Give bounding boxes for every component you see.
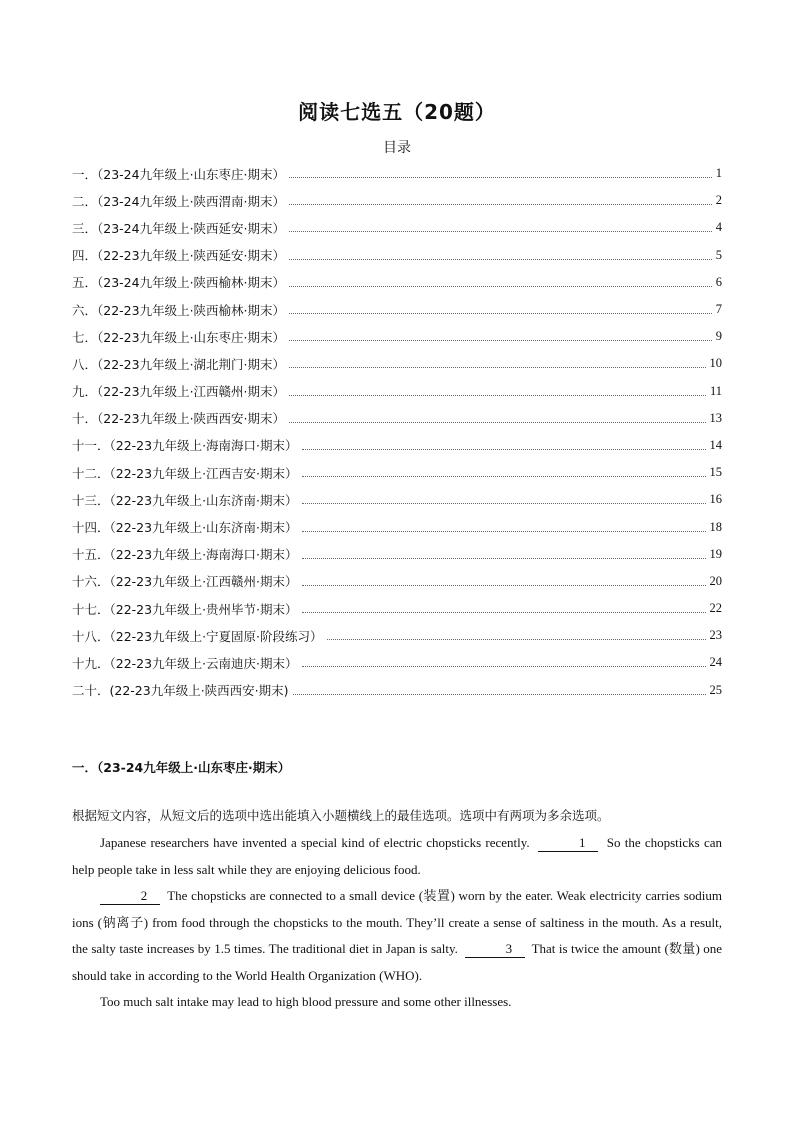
toc-entry[interactable] — [72, 323, 722, 350]
toc-entry-label: 十．（22-23九年级上·陕西西安·期末） — [72, 411, 286, 427]
section-1-instruction: 根据短文内容，从短文后的选项中选出能填入小题横线上的最佳选项。选项中有两项为多余选项。 — [72, 808, 610, 823]
toc-entry[interactable] — [72, 541, 722, 568]
toc-entry-page-number: 18 — [709, 519, 722, 534]
toc-leader-dots — [289, 259, 712, 260]
toc-entry-label: 十八．（22-23九年级上·宁夏固原·阶段练习） — [72, 628, 323, 644]
toc-entry[interactable] — [72, 595, 722, 622]
toc-leader-dots — [289, 313, 712, 314]
toc-entry-label: 二．（23-24九年级上·陕西渭南·期末） — [72, 193, 286, 209]
passage-text: Too much salt intake may lead to high blood pressure and some other illnesses. — [100, 994, 512, 1009]
toc-entry[interactable] — [72, 160, 722, 187]
toc-entry-label: 三．（23-24九年级上·陕西延安·期末） — [72, 220, 286, 236]
toc-entry[interactable] — [72, 432, 722, 459]
toc-entry[interactable] — [72, 187, 722, 214]
toc-entry[interactable] — [72, 622, 722, 649]
toc-entry-label: 十三．（22-23九年级上·山东济南·期末） — [72, 492, 298, 508]
toc-entry-page-number: 19 — [709, 546, 722, 561]
answer-blank-2[interactable]: 2 — [100, 888, 160, 905]
toc-entry-page-number: 13 — [709, 410, 722, 425]
toc-entry-page-number: 7 — [715, 302, 722, 317]
toc-entry-label: 一．（23-24九年级上·山东枣庄·期末） — [72, 166, 286, 182]
toc-entry-page-number: 23 — [709, 628, 722, 643]
toc-entry-page-number: 4 — [715, 220, 722, 235]
passage-paragraph-3 — [72, 989, 722, 1016]
toc-entry-label: 二十．(22-23九年级上·陕西西安·期末) — [72, 683, 289, 699]
toc-leader-dots — [289, 367, 705, 368]
passage-text: So the chopsticks can help people take in less salt while they are enjoying delicious food. — [72, 835, 723, 877]
toc-entry-label: 九．（22-23九年级上·江西赣州·期末） — [72, 384, 286, 400]
toc-entry-page-number: 22 — [709, 601, 722, 616]
toc-entry[interactable] — [72, 378, 722, 405]
toc-entry[interactable] — [72, 214, 722, 241]
reading-passage — [72, 830, 722, 1016]
toc-entry-label: 十二．（22-23九年级上·江西吉安·期末） — [72, 465, 298, 481]
toc-entry[interactable] — [72, 242, 722, 269]
toc-entry[interactable] — [72, 350, 722, 377]
passage-paragraph-2 — [72, 883, 722, 989]
toc-entry-page-number: 5 — [715, 247, 722, 262]
toc-heading: 目录 — [383, 140, 411, 156]
toc-leader-dots — [302, 585, 706, 586]
toc-leader-dots — [302, 612, 706, 613]
toc-entry-page-number: 25 — [709, 682, 722, 697]
toc-entry-page-number: 2 — [715, 193, 722, 208]
toc-leader-dots — [302, 531, 706, 532]
toc-leader-dots — [289, 204, 712, 205]
toc-leader-dots — [289, 395, 706, 396]
toc-leader-dots — [289, 286, 712, 287]
toc-entry-label: 五．（23-24九年级上·陕西榆林·期末） — [72, 275, 286, 291]
toc-entry-label: 十七．（22-23九年级上·贵州毕节·期末） — [72, 601, 298, 617]
toc-entry-label: 十一．（22-23九年级上·海南海口·期末） — [72, 438, 298, 454]
toc-entry-label: 八．（22-23九年级上·湖北荆门·期末） — [72, 356, 286, 372]
toc-entry-label: 十五．（22-23九年级上·海南海口·期末） — [72, 547, 298, 563]
toc-leader-dots — [289, 231, 712, 232]
toc-entry-page-number: 6 — [715, 274, 722, 289]
toc-leader-dots — [289, 340, 712, 341]
document-title: 阅读七选五（20题） — [298, 100, 496, 124]
toc-entry-page-number: 10 — [709, 356, 722, 371]
toc-leader-dots — [302, 558, 706, 559]
toc-leader-dots — [302, 666, 706, 667]
passage-text: That is twice the amount (数量) one should take in according to the World Health Organization (WHO). — [72, 941, 723, 983]
toc-entry[interactable] — [72, 269, 722, 296]
toc-leader-dots — [302, 449, 706, 450]
answer-blank-1[interactable]: 1 — [538, 835, 598, 852]
toc-entry[interactable] — [72, 649, 722, 676]
toc-leader-dots — [289, 177, 712, 178]
passage-text: The chopsticks are connected to a small device (装置) worn by the eater. Weak electricity carries sodium ions (钠离子) from food through the chopsticks to the mouth. They’ll create a sense of saltiness in the mouth. As a result, the salty taste increases by 1.5 times. The traditional diet in Japan is salty. — [72, 888, 722, 956]
toc-entry-page-number: 11 — [709, 383, 722, 398]
answer-blank-3[interactable]: 3 — [465, 941, 525, 958]
toc-leader-dots — [289, 422, 705, 423]
toc-entry-label: 十九．（22-23九年级上·云南迪庆·期末） — [72, 655, 298, 671]
toc-entry-label: 十六．（22-23九年级上·江西赣州·期末） — [72, 574, 298, 590]
toc-entry[interactable] — [72, 513, 722, 540]
toc-entry-page-number: 1 — [715, 166, 722, 181]
toc-entry-page-number: 9 — [715, 329, 722, 344]
toc-entry[interactable] — [72, 459, 722, 486]
toc-entry[interactable] — [72, 296, 722, 323]
toc-entry[interactable] — [72, 486, 722, 513]
passage-paragraph-1 — [72, 830, 722, 883]
table-of-contents — [72, 160, 722, 704]
passage-text: Japanese researchers have invented a special kind of electric chopsticks recently. — [100, 835, 530, 850]
toc-entry-page-number: 24 — [709, 655, 722, 670]
toc-entry[interactable] — [72, 405, 722, 432]
section-1-heading: 一．（23-24九年级上·山东枣庄·期末） — [72, 760, 291, 775]
toc-entry-page-number: 14 — [709, 437, 722, 452]
toc-entry-page-number: 20 — [709, 573, 722, 588]
toc-leader-dots — [302, 476, 706, 477]
toc-entry-label: 十四．（22-23九年级上·山东济南·期末） — [72, 520, 298, 536]
toc-leader-dots — [302, 503, 706, 504]
toc-entry[interactable] — [72, 677, 722, 704]
toc-entry[interactable] — [72, 568, 722, 595]
toc-entry-label: 六．（22-23九年级上·陕西榆林·期末） — [72, 302, 286, 318]
toc-entry-page-number: 16 — [709, 492, 722, 507]
toc-leader-dots — [293, 694, 706, 695]
toc-leader-dots — [327, 639, 706, 640]
toc-entry-page-number: 15 — [709, 465, 722, 480]
toc-entry-label: 四．（22-23九年级上·陕西延安·期末） — [72, 248, 286, 264]
toc-entry-label: 七．（22-23九年级上·山东枣庄·期末） — [72, 329, 286, 345]
